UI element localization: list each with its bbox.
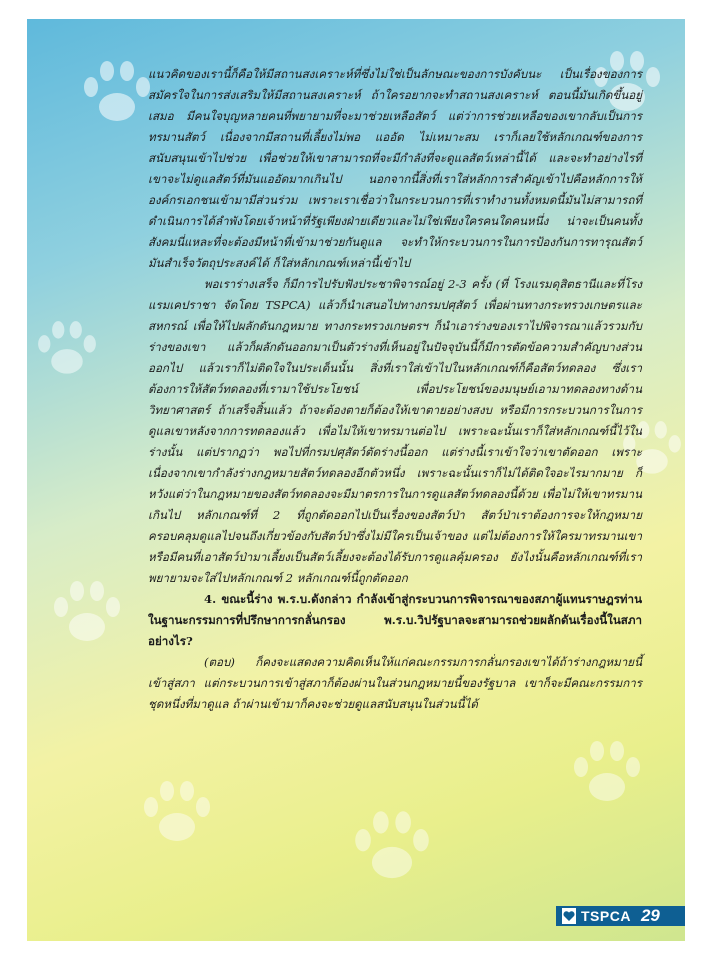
paw-print-icon [32, 319, 102, 381]
paw-print-icon [137, 779, 217, 849]
paw-print-icon [347, 809, 437, 887]
answer-4: (ตอบ) ก็คงจะแสดงความคิดเห็นให้แก่คณะกรรมการกลั่นกรองเขาได้ถ้าร่างกฎหมายนี้เข้าสู่สภา แต่กระบวนการเข้าสู่สภาก็ต้องผ่านในส่วนกฎหมายนี้ของรัฐบาล เขาก็จะมีคณะกรรมการชุดหนึ่งที่มาดูแล ถ้าผ่านเข้ามาก็คงจะช่วยดูแลสนับสนุนในส่วนนี้ได้ [148, 655, 642, 711]
paw-print-icon [77, 59, 157, 129]
paragraph-concept: แนวคิดของเรานี้ก็คือให้มีสถานสงเคราะห์ที่ซึ่งไม่ใช่เป็นลักษณะของการบังคับนะ เป็นเรื่องของการสมัครใจในการส่งเสริมให้มีสถานสงเคราะห์ ถ้าใครอยากจะทำสถานสงเคราะห์ ตอนนี้มันเกิดขึ้นอยู่เสมอ มีคนใจบุญหลายคนที่พยายามที่จะมาช่วยเหลือสัตว์ แต่ว่าการช่วยเหลือของเขากลับเป็นการทรมานสัตว์ เนื่องจากมีสถานที่เลี้ยงไม่พอ แออัด ไม่เหมาะสม เราก็เลยใช้หลักเกณฑ์ของการสนับสนุนเข้าไปช่วย เพื่อช่วยให้เขาสามารถที่จะมีกำลังที่จะดูแลสัตว์เหล่านี้ได้ และจะทำอย่างไรที่เขาจะไม่ดูแลสัตว์ที่มันแออัดมากเกินไป นอกจากนี้สิ่งที่เราใส่หลักการสำคัญเข้าไปคือหลักการให้องค์กรเอกชนเข้ามามีส่วนร่วม เพราะเราเชื่อว่าในกระบวนการที่เราทำงานทั้งหมดนี้มันไม่สามารถที่ดำเนินการได้ลำพังโดยเจ้าหน้าที่รัฐเพียงฝ่ายเดียวและไม่ใช่เพียงใครคนใดคนหนึ่ง น่าจะเป็นคนทั้งสังคมนี่แหละที่จะต้องมีหน้าที่เข้ามาช่วยกันดูแล จะทำให้กระบวนการในการป้องกันการทารุณสัตว์มันสำเร็จวัตถุประสงค์ได้ ก็ใส่หลักเกณฑ์เหล่านี้เข้าไป [148, 67, 642, 270]
brand-name: TSPCA [581, 908, 631, 924]
footer-bar [556, 906, 685, 926]
heart-logo-icon [563, 910, 575, 922]
tspca-logo [562, 908, 576, 924]
article-body [148, 64, 642, 715]
paw-print-icon [47, 579, 127, 649]
paw-print-icon [567, 739, 647, 809]
page-number: 29 [640, 906, 660, 925]
paragraph-draft-process: พอเราร่างเสร็จ ก็มีการไปรับฟังประชาพิจารณ์อยู่ 2-3 ครั้ง (ที่ โรงแรมดุสิตธานีและที่โรงแรมเคปราชา จัดโดย TSPCA) แล้วก็นำเสนอไปทางกรมปศุสัตว์ เพื่อผ่านทางกระทรวงเกษตรและสหกรณ์ เพื่อให้ไปผลักดันกฎหมาย ทางกระทรวงเกษตรฯ ก็นำเอาร่างของเราไปพิจารณาแล้วรวมกับร่างของเขา แล้วก็ผลักดันออกมาเป็นตัวร่างที่เห็นอยู่ในปัจจุบันนี้ก็มีการตัดข้อความสำคัญบางส่วนออกไป แล้วเราก็ไม่ติดใจในประเด็นนั้น สิ่งที่เราใส่เข้าไปในหลักเกณฑ์ก็คือสัตว์ทดลอง ซึ่งเราต้องการให้สัตว์ทดลองที่เรามาใช้ประโยชน์ เพื่อประโยชน์ของมนุษย์เอามาทดลองทางด้านวิทยาศาสตร์ ถ้าเสร็จสิ้นแล้ว ถ้าจะต้องตายก็ต้องให้เขาตายอย่างสงบ หรือมีการกระบวนการในการดูแลเขาหลังจากการทดลองแล้ว เพื่อไม่ให้เขาทรมานต่อไป เพราะฉะนั้นเราก็ใส่หลักเกณฑ์นี้ไว้ในร่างนั้น แต่ปรากฏว่า พอไปที่กรมปศุสัตว์ตัดร่างนี้ออก แต่ร่างนี้เราเข้าใจว่าเขาตัดออก เพราะเนื่องจากเขากำลังร่างกฎหมายสัตว์ทดลองอีกตัวหนึ่ง เพราะฉะนั้นเราก็ไม่ได้ติดใจอะไรมากมาย ก็หวังแต่ว่าในกฎหมายของสัตว์ทดลองจะมีมาตรการในการดูแลสัตว์ทดลองนี้ด้วย เพื่อไม่ให้เขาทรมานเกินไป หลักเกณฑ์ที่ 2 ที่ถูกตัดออกไปเป็นเรื่องของสัตว์ป่า สัตว์ป่าเราต้องการจะให้กฎหมายครอบคลุมดูแลไปจนถึงเกี่ยวข้องกับสัตว์ป่าซึ่งไม่มีใครเป็นเจ้าของ แต่ไม่ต้องการให้ใครมาทรมานเขา หรือมีคนที่เอาสัตว์ป่ามาเลี้ยงเป็นสัตว์เลี้ยงจะต้องได้รับการดูแลคุ้มครอง ยังไงนั้นคือหลักเกณฑ์ที่เราพยายามจะใส่ไปหลักเกณฑ์ 2 หลักเกณฑ์นี้ถูกตัดออก [148, 277, 642, 585]
question-4: 4. ขณะนี้ร่าง พ.ร.บ.ดังกล่าว กำลังเข้าสู่กระบวนการพิจารณาของสภาผู้แทนราษฎรท่านในฐานะกรรมการที่ปรึกษาการกลั่นกรอง พ.ร.บ.วิปรัฐบาลจะสามารถช่วยผลักดันเรื่องนี้ในสภาอย่างไร? [148, 592, 642, 648]
